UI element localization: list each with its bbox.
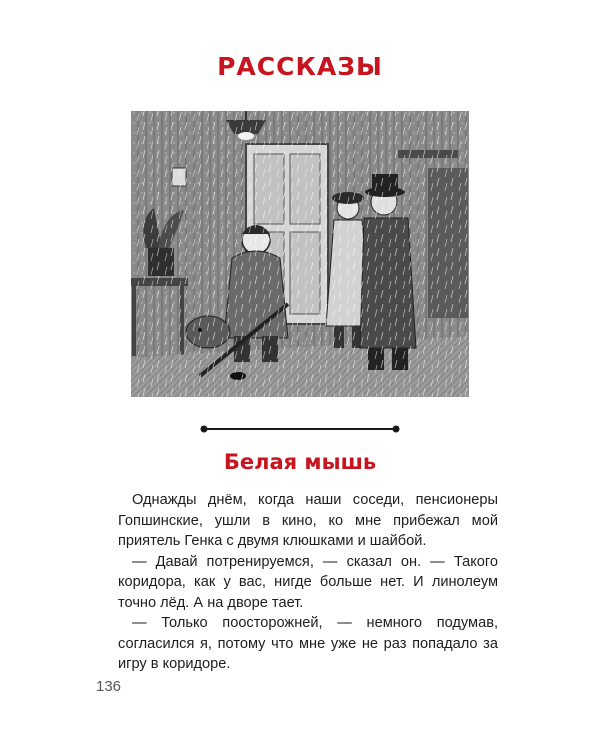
page-number: 136 — [96, 678, 122, 695]
story-body — [118, 490, 498, 675]
story-paragraph: Однажды днём, когда наши соседи, пенсионеры Гопшинские, ушли в кино, ко мне прибежал мой приятель Генка с двумя клюшками и шайбой. — [118, 492, 498, 549]
story-paragraph: — Давай потренируемся, — сказал он. — Такого коридора, как у вас, нигде больше нет. И линолеум точно лёд. А на дворе тает. — [118, 553, 498, 611]
section-title: РАССКАЗЫ — [217, 52, 383, 81]
story-title: Белая мышь — [223, 450, 377, 474]
story-paragraph: — Только поосторожней, — немного подумав, согласился я, потому что мне уже не раз попадало за игру в коридоре. — [118, 615, 498, 672]
section-divider — [200, 423, 400, 435]
story-illustration — [128, 108, 472, 400]
